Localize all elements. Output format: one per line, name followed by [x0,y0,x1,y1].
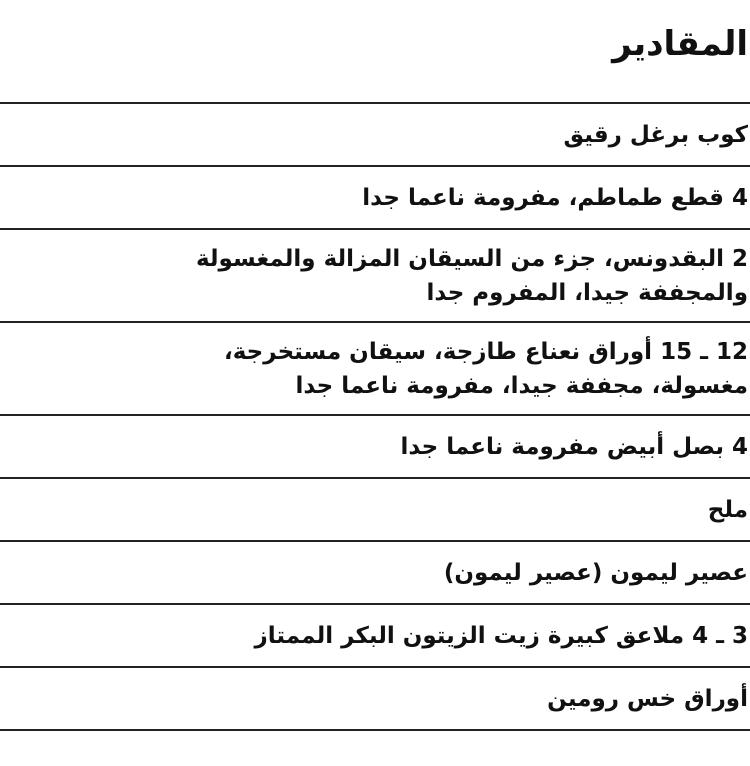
ingredient-text: كوب برغل رقيق [563,121,748,148]
ingredient-text: أوراق خس رومين [547,685,748,712]
ingredient-text-block [224,335,748,403]
ingredients-heading: المقادير [612,24,748,64]
ingredient-row [0,167,750,230]
ingredient-row [0,230,750,323]
ingredient-text-block [196,242,748,310]
ingredient-row [0,104,750,167]
ingredient-text: ملح [707,496,748,523]
ingredient-text: عصير ليمون (عصير ليمون) [443,559,748,586]
ingredient-text-line: والمجففة جيدا، المفروم جدا [426,279,748,306]
ingredient-row [0,479,750,542]
ingredients-list [0,102,750,731]
ingredient-text: 4 بصل أبيض مفرومة ناعما جدا [400,433,748,460]
ingredient-row [0,668,750,731]
ingredient-row [0,416,750,479]
ingredient-text-line: 12 ـ 15 أوراق نعناع طازجة، سيقان مستخرجة، [224,338,748,365]
ingredient-text-line: 2 البقدونس، جزء من السيقان المزالة والمغسولة [195,245,748,272]
ingredient-row [0,605,750,668]
ingredient-row [0,542,750,605]
ingredient-row [0,323,750,416]
ingredient-text: 3 ـ 4 ملاعق كبيرة زيت الزيتون البكر الممتاز [254,622,748,649]
ingredient-text-line: مغسولة، مجففة جيدا، مفرومة ناعما جدا [295,372,748,399]
ingredient-text: 4 قطع طماطم، مفرومة ناعما جدا [362,184,748,211]
